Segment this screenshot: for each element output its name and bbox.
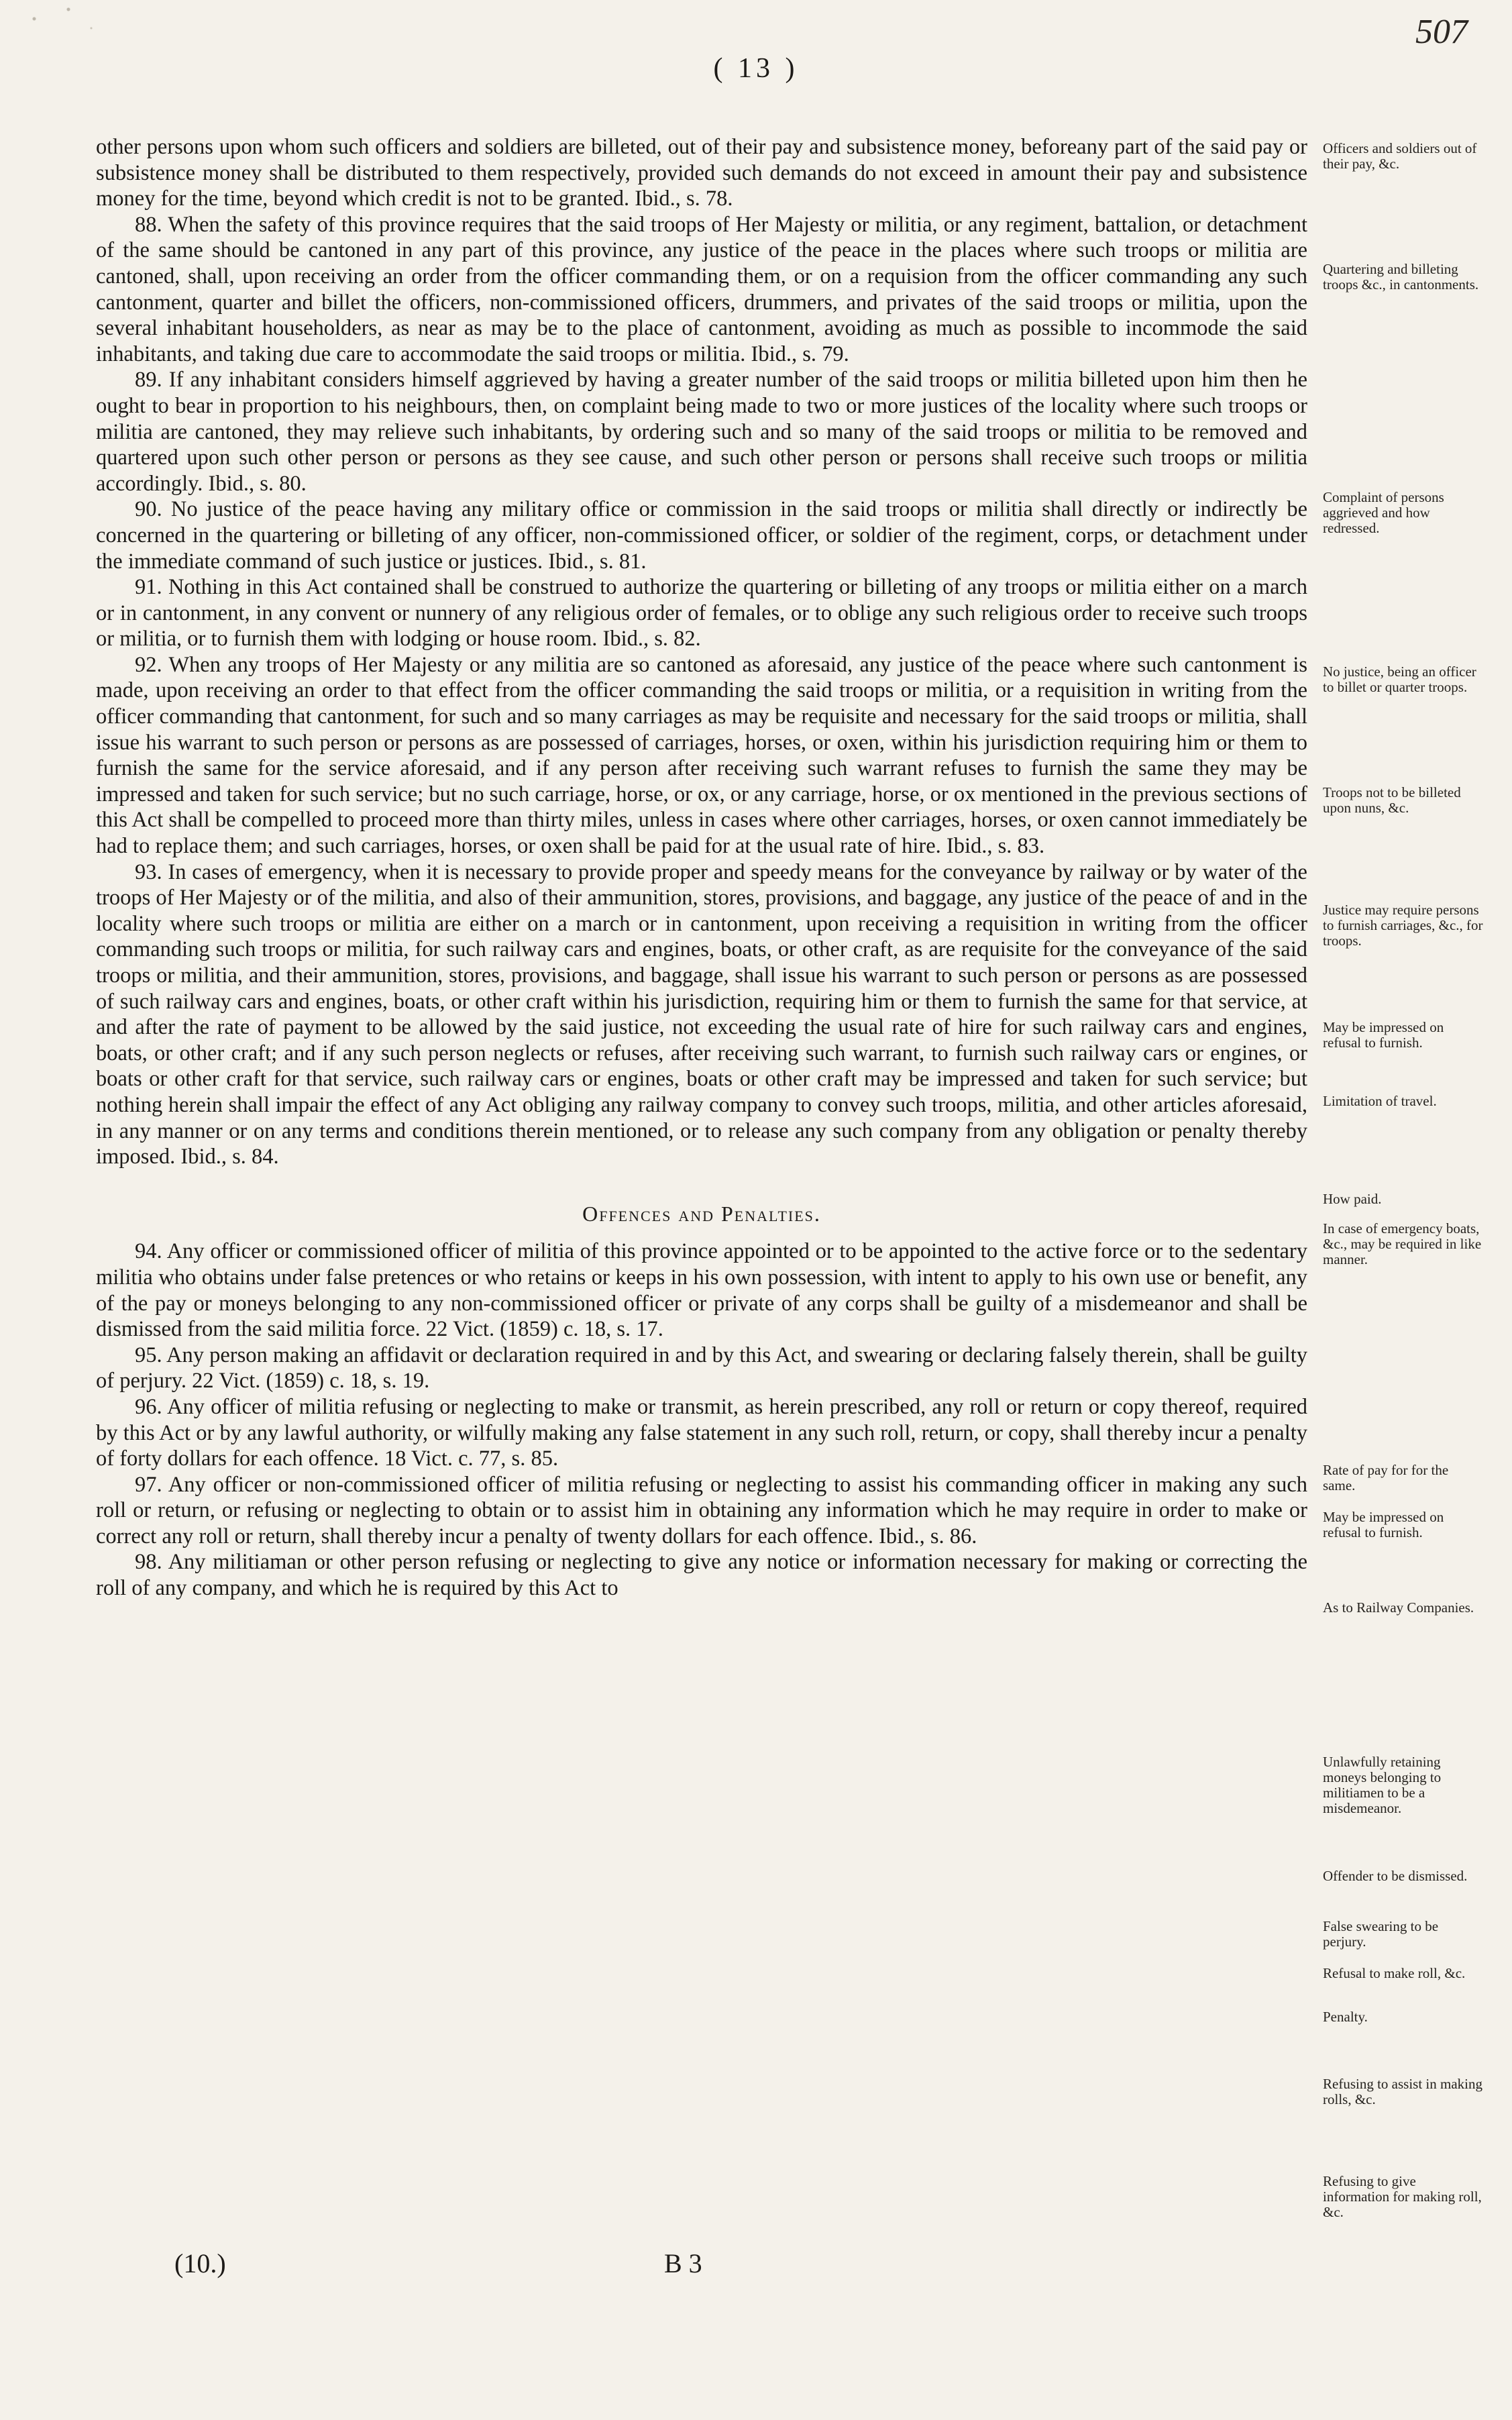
paragraph: 98. Any militiaman or other person refusing or neglecting to give any notice or information necessary for making or correcting the roll of any company, and which he is required by this Act to [96,1550,1307,1601]
margin-note: As to Railway Companies. [1323,1599,1474,1616]
margin-note: Penalty. [1323,2009,1368,2025]
margin-note: Refusing to assist in making rolls, &c. [1323,2076,1482,2107]
paragraph: 93. In cases of emergency, when it is necessary to provide proper and speedy means for the conveyance by railway or by water of the troops of Her Majesty or of the militia, and also of their ammunition, stores, provisions, and baggage, any justice of the peace of and in the locality where such troops or militia are either on a march or in cantonment, upon receiving a requisition in writing from the officer commanding such troops or militia, for such railway cars and engines, boats, or other craft, as are requisite for the conveyance of the said troops or militia, and their ammunition, stores, provisions, and baggage, shall issue his warrant to such person or persons as are possessed of such railway cars and engines, boats, or other craft within his jurisdiction, requiring him or them to furnish the same for that service, at and after the rate of payment to be allowed by the said justice, not exceeding the usual rate of hire for such railway cars and engines, boats, or other craft; and if any such person neglects or refuses, after receiving such warrant, to furnish such railway cars or engines, or boats or other craft for that service, such railway cars or engines, boats or other craft may be impressed and taken for such service; but nothing herein shall impair the effect of any Act obliging any railway company to convey such troops, militia, and other articles aforesaid, in any manner or on any terms and conditions therein mentioned, or to release any such company from any obligation or penalty thereby imposed. Ibid., s. 84. [96,859,1307,1169]
paragraph: 90. No justice of the peace having any military office or commission in the said troops or militia shall directly or indirectly be concerned in the quartering or billeting of any officer, non-commissioned officer, or soldier of the regiment, corps, or detachment under the immediate command of such justice or justices. Ibid., s. 81. [96,497,1307,574]
paragraph: 92. When any troops of Her Majesty or any militia are so cantoned as aforesaid, any justice of the peace where such cantonment is made, upon receiving an order to that effect from the officer commanding the said troops or militia, or a requisition in writing from the officer commanding that cantonment, for such and so many carriages as may be requisite and necessary for the said troops or militia, shall issue his warrant to such person or persons as are possessed of carriages, horses, or oxen, within his jurisdiction requiring him or them to furnish the same for the service aforesaid, and if any person after receiving such warrant refuses to furnish the same they may be impressed and taken for such service; but no such carriage, horse, or ox, or any carriage, horse, or ox mentioned in the previous sections of this Act shall be compelled to proceed more than thirty miles, unless in cases where other carriages, horses, or oxen cannot immediately be had to replace them; and such carriages, horses, or oxen shall be paid for at the usual rate of hire. Ibid., s. 83. [96,652,1307,859]
margin-note: Unlawfully retaining moneys belonging to militiamen to be a misdemeanor. [1323,1754,1442,1816]
paragraph: 91. Nothing in this Act contained shall be construed to authorize the quartering or billeting of any troops or militia either on a march or in cantonment, in any convent or nunnery of any religious order of females, or to oblige any such religious order to receive such troops or militia, or to furnish them with lodging or house room. Ibid., s. 82. [96,575,1307,651]
margin-note: Offender to be dismissed. [1323,1868,1468,1884]
signature-mark: B 3 [664,2248,702,2278]
margin-note: Rate of pay for for the same. [1323,1462,1449,1493]
margin-note: Limitation of travel. [1323,1093,1437,1109]
margin-note: May be impressed on refusal to furnish. [1323,1509,1444,1540]
paragraph: 97. Any officer or non-commissioned officer of militia refusing or neglecting to assist his commanding officer in making any such roll or return, or refusing or neglecting to obtain or to assist him in obtaining any information which he may require in order to make or correct any roll or return, shall thereby incur a penalty of twenty dollars for each offence. Ibid., s. 86. [96,1472,1307,1548]
margin-note: In case of emergency boats, &c., may be required in like manner. [1323,1220,1482,1267]
margin-note: No justice, being an officer to billet or quarter troops. [1323,664,1476,695]
paragraph: 89. If any inhabitant considers himself aggrieved by having a greater number of the said troops or militia billeted upon him then he ought to bear in proportion to his neighbours, then, on complaint being made to two or more justices of the locality where such troops or militia are cantoned, they may relieve such inhabitants, by ordering such and so many of the said troops or militia to be removed and quartered upon such other person or persons as they see cause, and such other person or persons shall receive such troops or militia accordingly. Ibid., s. 80. [96,368,1307,496]
margin-note: Complaint of persons aggrieved and how redressed. [1323,489,1444,536]
paper-speckle [0,0,114,47]
margin-note: False swearing to be perjury. [1323,1918,1439,1950]
paragraph: 96. Any officer of militia refusing or neglecting to make or transmit, as herein prescribed, any roll or return or copy thereof, required by this Act or by any lawful authority, or wilfully making any false statement in any such roll, return, or copy, shall thereby incur a penalty of forty dollars for each offence. 18 Vict. c. 77, s. 85. [96,1394,1307,1471]
margin-note: Refusal to make roll, &c. [1323,1965,1466,1981]
paragraph: 88. When the safety of this province requires that the said troops of Her Majesty or militia, or any regiment, battalion, or detachment of the same should be cantoned in any part of this province, any justice of the peace in the places where such troops or militia are cantoned, shall, upon receiving an order from the officer commanding them, or on a requision from the officer commanding any such cantonment, quarter and billet the officers, non-commissioned officers, drummers, and privates of the said troops or militia, upon the several inhabitant householders, as near as may be to the place of cantonment, avoiding as much as possible to incommode the said inhabitants, and taking due care to accommodate the said troops or militia. Ibid., s. 79. [96,212,1307,366]
margin-note: Troops not to be billeted upon nuns, &c. [1323,784,1461,816]
margin-note: May be impressed on refusal to furnish. [1323,1019,1444,1051]
page-number: ( 13 ) [713,53,799,84]
paragraph: other persons upon whom such officers and soldiers are billeted, out of their pay and subsistence money, beforeany part of the said pay or subsistence money shall be distributed to them respectively, provided such demands do not exceed in amount their pay and subsistence money for the time, beyond which credit is not to be granted. Ibid., s. 78. [96,135,1307,211]
handwritten-page-mark: 507 [1415,13,1468,51]
paragraph: 95. Any person making an affidavit or declaration required in and by this Act, and swearing or declaring falsely therein, shall be guilty of perjury. 22 Vict. (1859) c. 18, s. 19. [96,1343,1307,1393]
body-text [96,134,1307,1601]
footer-number: (10.) [174,2248,226,2278]
margin-note: Officers and soldiers out of their pay, &c. [1323,140,1477,172]
margin-note: Quartering and billeting troops &c., in cantonments. [1323,261,1479,293]
section-heading: Offences and Penalties. [582,1201,821,1226]
margin-note: Refusing to give information for making roll, &c. [1323,2173,1482,2220]
margin-note: Justice may require persons to furnish carriages, &c., for troops. [1323,902,1483,949]
margin-note: How paid. [1323,1191,1382,1207]
paragraph: 94. Any officer or commissioned officer of militia of this province appointed or to be appointed to the active force or to the sedentary militia who obtains under false pretences or who retains or keeps in his own possession, with intent to apply to his own use or benefit, any of the pay or moneys belonging to any non-commissioned officer or private of any corps shall be guilty of a misdemeanor and shall be dismissed from the said militia force. 22 Vict. (1859) c. 18, s. 17. [96,1239,1307,1342]
